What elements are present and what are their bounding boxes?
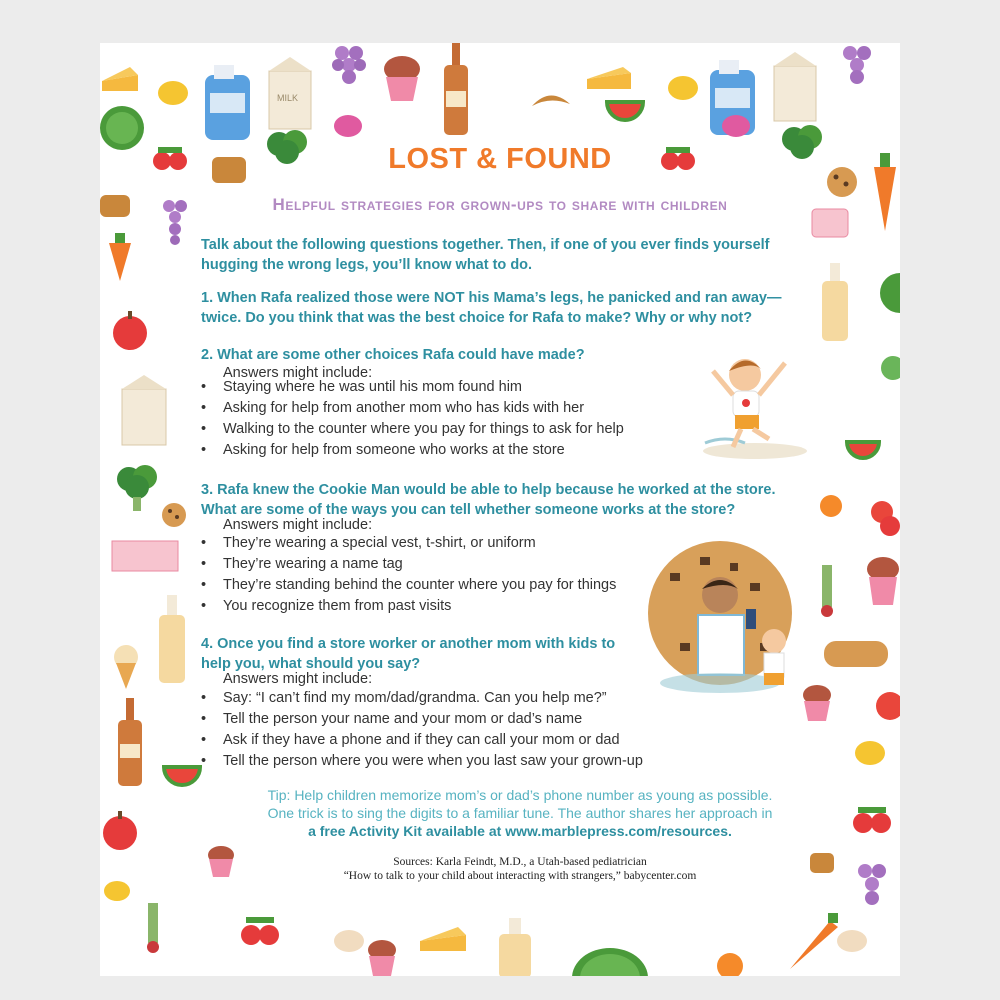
orange-icon xyxy=(818,493,844,519)
lemon-icon xyxy=(155,78,191,108)
bullet: • xyxy=(201,690,207,706)
list-item xyxy=(201,533,616,554)
watermelon-icon xyxy=(162,763,202,799)
answer-text: They’re wearing a special vest, t-shirt, or uniform xyxy=(223,535,536,551)
question-1: 1. When Rafa realized those were NOT his Mama’s legs, he panicked and ran away—twice. Do you think that was the best choice for Rafa to make? Why or why not? xyxy=(201,290,782,326)
answer-text: They’re standing behind the counter where you pay for things xyxy=(223,577,617,593)
sauce-bottle-icon xyxy=(112,698,148,788)
list-item xyxy=(201,554,616,575)
cupcake-icon xyxy=(380,53,425,103)
broccoli-icon xyxy=(115,463,161,513)
sauce-bottle-icon xyxy=(155,595,189,685)
lemon-icon xyxy=(852,738,888,768)
bullet: • xyxy=(201,400,207,416)
answer-list-q2 xyxy=(201,377,624,461)
cupcake-icon xyxy=(365,938,399,976)
lemon-icon xyxy=(665,73,701,103)
list-item xyxy=(201,730,643,751)
answer-text: Tell the person your name and your mom or dad’s name xyxy=(223,711,583,727)
answer-text: Asking for help from someone who works at the store xyxy=(223,442,565,458)
list-item xyxy=(201,596,616,617)
sources xyxy=(220,855,820,883)
tomato-icon xyxy=(868,498,900,538)
svg-text:MILK: MILK xyxy=(277,93,299,103)
answer-list-q3 xyxy=(201,533,616,617)
answers-label: Answers might include: xyxy=(223,671,373,687)
carrot-icon xyxy=(105,233,135,283)
list-item xyxy=(201,398,624,419)
tip-link-line: a free Activity Kit available at www.marblepress.com/resources. xyxy=(308,823,732,839)
answer-text: Tell the person where you were when you last saw your grown-up xyxy=(223,753,643,769)
cookie-man-illustration xyxy=(640,533,800,703)
list-item xyxy=(201,709,643,730)
answer-text: You recognize them from past visits xyxy=(223,598,452,614)
milk-carton-icon xyxy=(265,53,315,133)
milk-carton-icon xyxy=(770,48,820,123)
croissant-icon xyxy=(530,88,572,112)
watermelon-icon xyxy=(870,273,900,313)
list-item xyxy=(201,751,643,772)
list-item xyxy=(201,440,624,461)
bullet: • xyxy=(201,753,207,769)
lemon-icon xyxy=(102,878,132,904)
carrot-icon xyxy=(780,913,840,973)
sauce-bottle-icon xyxy=(438,43,474,138)
watermelon-icon xyxy=(605,98,645,134)
cupcake-icon xyxy=(865,555,900,607)
activity-page xyxy=(100,43,900,976)
bullet: • xyxy=(201,577,207,593)
bullet: • xyxy=(201,421,207,437)
bullet: • xyxy=(201,379,207,395)
milk-jug-icon xyxy=(200,63,255,143)
cupcake-icon xyxy=(800,683,834,721)
bullet: • xyxy=(201,556,207,572)
answer-text: Walking to the counter where you pay for things to ask for help xyxy=(223,421,624,437)
strawberry-icon xyxy=(240,913,280,947)
orange-icon xyxy=(715,948,745,976)
raspberry-icon xyxy=(720,113,752,139)
strawberry-icon xyxy=(852,803,892,835)
bread-roll-icon xyxy=(332,928,366,954)
answer-text: They’re wearing a name tag xyxy=(223,556,403,572)
grapes-icon xyxy=(855,861,891,913)
watermelon-icon xyxy=(870,691,900,721)
cheese-icon xyxy=(418,923,468,953)
celery-icon xyxy=(140,903,166,953)
grapes-icon xyxy=(838,43,878,93)
answer-text: Asking for help from another mom who has kids with her xyxy=(223,400,585,416)
bullet: • xyxy=(201,442,207,458)
tip-line: Tip: Help children memorize mom’s or dad’s phone number as young as possible. xyxy=(267,787,773,803)
celery-icon xyxy=(815,565,839,617)
cake-slice-icon xyxy=(110,539,180,573)
watermelon-icon xyxy=(570,938,650,976)
answers-label: Answers might include: xyxy=(223,517,373,533)
tip-line: One trick is to sing the digits to a familiar tune. The author shares her approach in xyxy=(267,805,773,821)
answer-text: Say: “I can’t find my mom/dad/grandma. Can you help me?” xyxy=(223,690,607,706)
sauce-bottle-icon xyxy=(818,263,852,343)
grapes-icon xyxy=(330,43,370,93)
broccoli-icon xyxy=(875,348,900,388)
cheese-icon xyxy=(585,65,633,91)
answer-list-q4 xyxy=(201,688,643,772)
question-3: 3. Rafa knew the Cookie Man would be able to help because he worked at the store. What are some of the ways you can tell whether someone works at the store? xyxy=(201,482,776,518)
bread-icon xyxy=(822,639,890,669)
source-line: “How to talk to your child about interacting with strangers,” babycenter.com xyxy=(343,870,697,882)
tip-paragraph xyxy=(220,786,820,840)
bread-roll-icon xyxy=(835,928,869,954)
list-item xyxy=(201,377,624,398)
cookie-icon xyxy=(160,501,188,529)
answer-text: Staying where he was until his mom found him xyxy=(223,379,523,395)
source-line: Sources: Karla Feindt, M.D., a Utah-based pediatrician xyxy=(393,856,647,868)
intro-paragraph: Talk about the following questions together. Then, if one of you ever finds yourself hugging the wrong legs, you’ll know what to do. xyxy=(201,237,770,273)
bullet: • xyxy=(201,711,207,727)
sauce-bottle-icon xyxy=(495,918,535,976)
answer-text: Ask if they have a phone and if they can call your mom or dad xyxy=(223,732,620,748)
apple-icon xyxy=(100,811,140,851)
answers-label: Answers might include: xyxy=(223,365,373,381)
ice-cream-icon xyxy=(110,643,142,691)
list-item xyxy=(201,688,643,709)
question-2: 2. What are some other choices Rafa could have made? xyxy=(201,347,585,363)
apple-icon xyxy=(110,311,150,351)
list-item xyxy=(201,419,624,440)
milk-carton-icon xyxy=(118,373,170,448)
cheese-icon xyxy=(100,63,140,93)
question-4: 4. Once you find a store worker or another mom with kids to help you, what should you say? xyxy=(201,636,616,672)
list-item xyxy=(201,575,616,596)
raspberry-icon xyxy=(332,113,364,139)
bullet: • xyxy=(201,535,207,551)
watermelon-icon xyxy=(845,438,881,468)
page-title: LOST & FOUND xyxy=(388,143,612,175)
page-subtitle: Helpful strategies for grown-ups to share with children xyxy=(272,195,728,214)
bullet: • xyxy=(201,732,207,748)
bullet: • xyxy=(201,598,207,614)
